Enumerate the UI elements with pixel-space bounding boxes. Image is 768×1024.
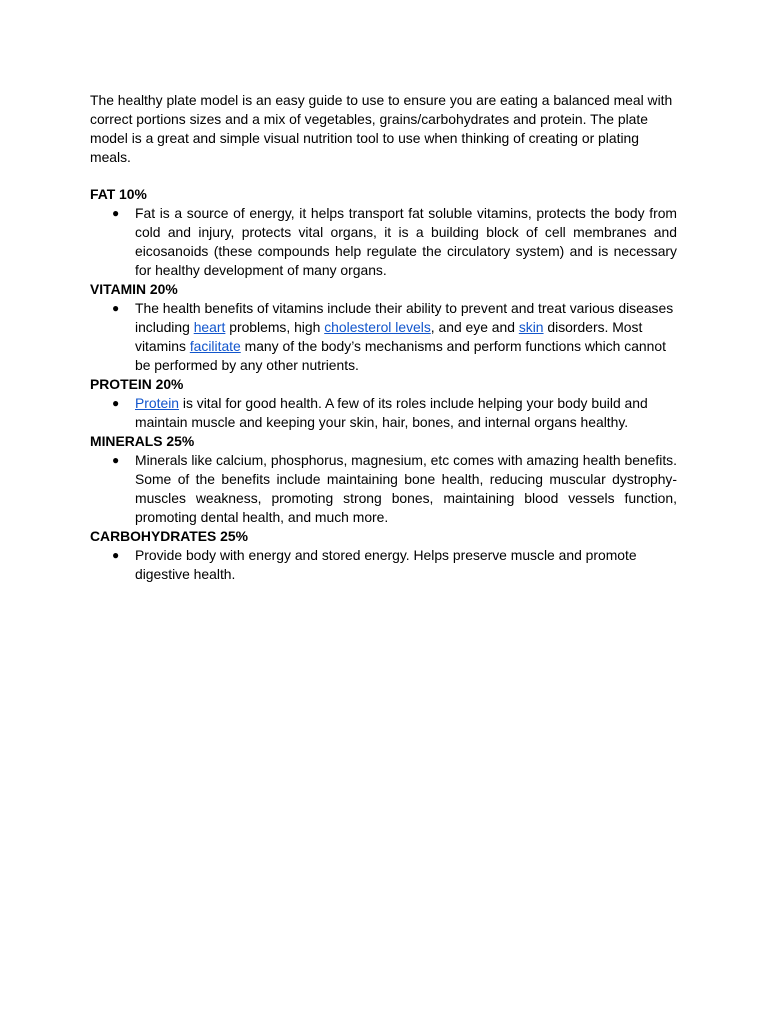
carbohydrates-heading: CARBOHYDRATES 25%	[90, 528, 248, 544]
carbohydrates-text: Provide body with energy and stored energy. Helps preserve muscle and promote digestive health.	[135, 547, 637, 582]
carbohydrates-bullet	[90, 546, 677, 584]
protein-text: is vital for good health. A few of its roles include helping your body build and maintain muscle and keeping your skin, hair, bones, and internal organs healthy.	[135, 395, 648, 430]
heart-link[interactable]: heart	[193, 319, 226, 335]
carbohydrates-list	[90, 546, 677, 584]
vitamin-bullet	[90, 299, 677, 375]
minerals-heading: MINERALS 25%	[90, 433, 195, 449]
bullet-icon: ●	[112, 301, 120, 315]
cholesterol-levels-link[interactable]: cholesterol levels	[324, 319, 431, 335]
fat-text: Fat is a source of energy, it helps transport fat soluble vitamins, protects the body from cold and injury, protects vital organs, it is a building block of cell membranes and eicosanoids (these compounds help regulate the circulatory system) and is necessary for healthy development of many organs.	[135, 205, 677, 278]
fat-heading: FAT 10%	[90, 186, 147, 202]
vitamin-text-4: disorders. Most vitamins	[135, 319, 643, 354]
protein-list	[90, 394, 677, 432]
facilitate-link[interactable]: facilitate	[189, 338, 241, 354]
protein-bullet	[90, 394, 677, 432]
minerals-text: Minerals like calcium, phosphorus, magnesium, etc comes with amazing health benefits. Some of the benefits include maintaining bone health, reducing muscular dystrophy-muscles weakness, promoting strong bones, maintaining blood vessels function, promoting dental health, and much more.	[135, 452, 677, 525]
bullet-icon: ●	[112, 453, 120, 467]
vitamin-text-1: The health benefits of vitamins include their ability to prevent and treat various diseases including	[135, 300, 674, 335]
vitamin-text-3: , and eye and	[430, 319, 519, 335]
paragraph-spacer	[90, 167, 677, 185]
bullet-icon: ●	[112, 548, 120, 562]
protein-link[interactable]: Protein	[135, 395, 180, 411]
protein-heading: PROTEIN 20%	[90, 376, 184, 392]
bullet-icon: ●	[112, 206, 120, 220]
intro-paragraph: The healthy plate model is an easy guide to use to ensure you are eating a balanced meal with correct portions sizes and a mix of vegetables, grains/carbohydrates and protein. The plate model is a great and simple visual nutrition tool to use when thinking of creating or plating meals.	[90, 92, 673, 165]
skin-link[interactable]: skin	[518, 319, 544, 335]
vitamin-heading: VITAMIN 20%	[90, 281, 178, 297]
minerals-list	[90, 451, 677, 527]
vitamin-text-5: many of the body’s mechanisms and perform functions which cannot be performed by any other nutrients.	[135, 338, 666, 373]
fat-bullet	[90, 204, 677, 280]
minerals-bullet	[90, 451, 677, 527]
vitamin-text-2: problems, high	[225, 319, 325, 335]
bullet-icon: ●	[112, 396, 120, 410]
vitamin-list	[90, 299, 677, 375]
fat-list	[90, 204, 677, 280]
